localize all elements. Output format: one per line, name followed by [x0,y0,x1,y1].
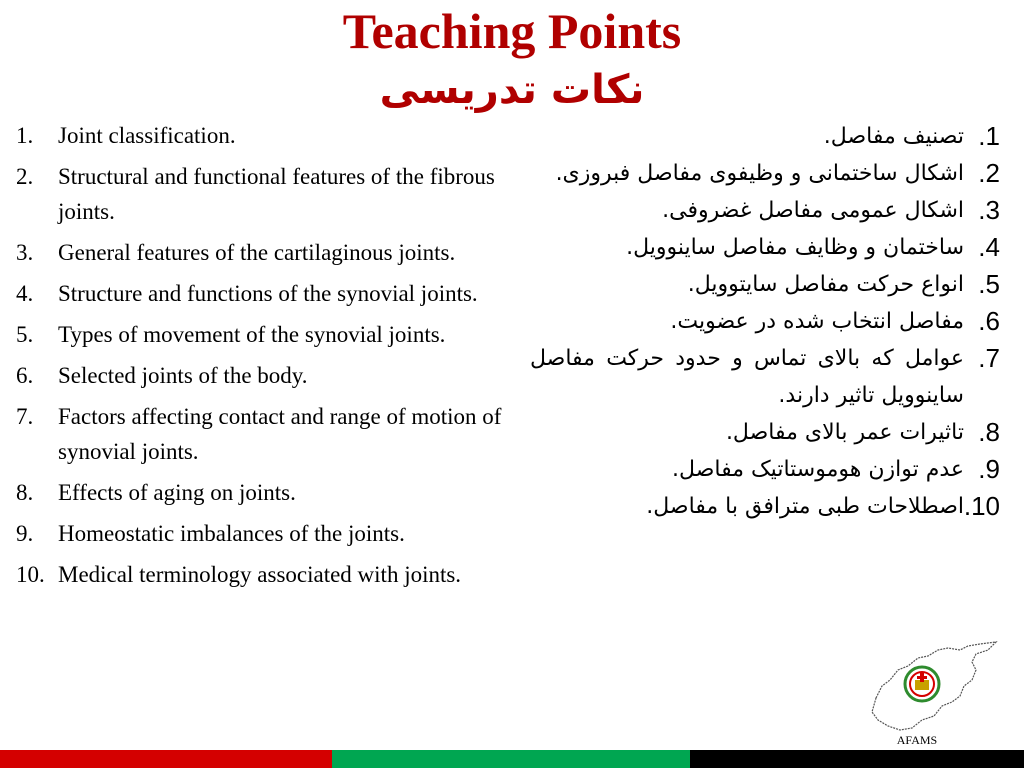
item-text: Effects of aging on joints. [58,480,296,505]
list-item [530,451,1000,488]
list-item [16,399,516,469]
list-item [16,557,516,592]
item-number: 7. [978,343,1000,373]
list-item [16,358,516,393]
logo-label: AFAMS [896,733,938,747]
item-number: 4. [978,232,1000,262]
item-number: 1. [16,123,34,148]
item-text: عدم توازن هوموستاتیک مفاصل. [672,457,964,482]
item-text: Medical terminology associated with joints. [58,562,462,587]
list-item [530,266,1000,303]
list-item [530,118,1000,155]
item-number: 1. [978,121,1000,151]
item-number: 5. [978,269,1000,299]
list-item [530,229,1000,266]
item-text: Selected joints of the body. [58,363,308,388]
list-item [530,488,1000,525]
item-number: 3. [978,195,1000,225]
list-item [16,317,516,352]
list-item [16,276,516,311]
slide-subtitle-persian: نکات تدریسی [379,67,645,113]
list-item [16,516,516,551]
item-number: 10. [963,491,1000,521]
list-item [530,155,1000,192]
item-number: 5. [16,322,34,347]
item-text: اصطلاحات طبی مترافق با مفاصل. [646,494,964,519]
item-text: اشکال عمومی مفاصل غضروفی. [662,198,964,223]
item-text: تصنیف مفاصل. [823,124,964,149]
item-text: مفاصل انتخاب شده در عضویت. [670,309,964,334]
item-text: Types of movement of the synovial joints. [58,322,446,347]
item-number: 7. [16,404,34,429]
list-item [16,235,516,270]
item-text: اشکال ساختمانی و وظیفوی مفاصل فبروزی. [555,161,964,186]
item-number: 2. [16,164,34,189]
item-number: 3. [16,240,34,265]
item-number: 2. [978,158,1000,188]
item-text: تاثیرات عمر بالای مفاصل. [725,420,964,445]
item-number: 6. [978,306,1000,336]
item-number: 9. [16,521,34,546]
item-number: 8. [16,480,34,505]
item-text: انواع حرکت مفاصل سایتوویل. [687,272,964,297]
slide-title: Teaching Points [342,3,682,59]
red-stripe [0,749,332,768]
list-item [530,414,1000,451]
flag-color-stripe-bar [0,749,1024,768]
item-number: 9. [978,454,1000,484]
list-item [530,303,1000,340]
persian-teaching-points-list [530,118,1000,525]
item-text: Factors affecting contact and range of motion of synovial joints. [58,404,502,464]
item-text: Homeostatic imbalances of the joints. [58,521,405,546]
item-text: عوامل که بالای تماس و حدود حرکت مفاصل ساینوویل تاثیر دارند. [530,346,964,408]
item-text: General features of the cartilaginous joints. [58,240,456,265]
list-item [16,475,516,510]
item-number: 8. [978,417,1000,447]
list-item [16,118,516,153]
list-item [530,192,1000,229]
item-text: ساختمان و وظایف مفاصل ساینوویل. [626,235,964,260]
item-text: Structural and functional features of the fibrous joints. [58,164,495,224]
item-number: 6. [16,363,34,388]
item-number: 4. [16,281,34,306]
english-teaching-points-list [16,118,516,598]
item-text: Structure and functions of the synovial joints. [58,281,478,306]
afghanistan-map-emblem-icon [868,640,1000,732]
black-stripe [690,749,1024,768]
list-item [16,159,516,229]
list-item [530,340,1000,414]
item-number: 10. [16,562,45,587]
green-stripe [332,749,690,768]
item-text: Joint classification. [58,123,236,148]
